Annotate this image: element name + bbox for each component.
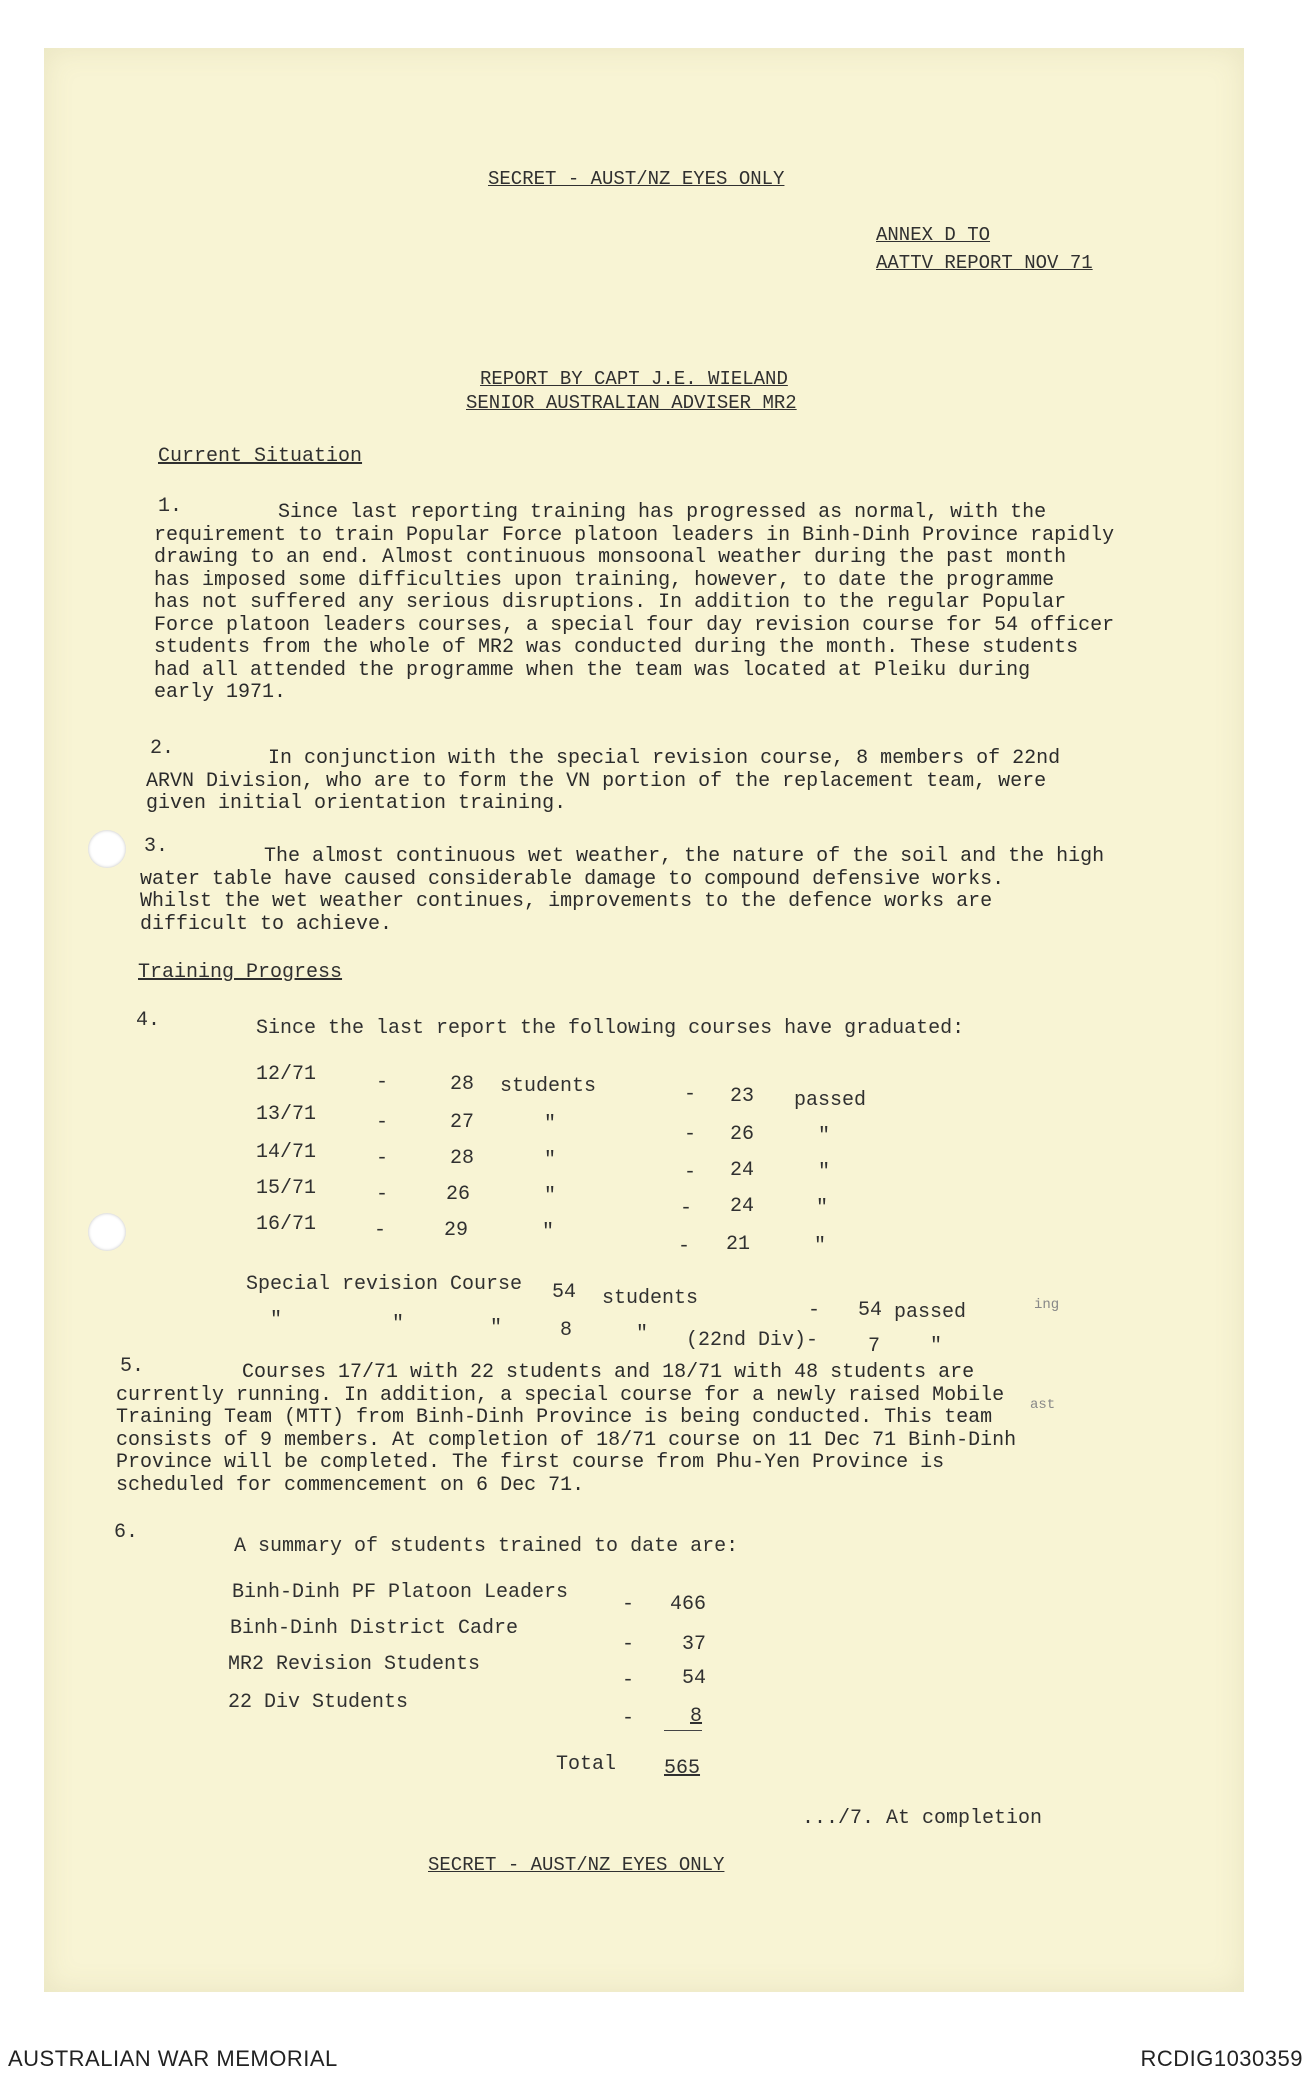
para1-number: 1.	[158, 495, 183, 518]
course-id: 12/71	[256, 1063, 317, 1086]
summary-label: 22 Div Students	[228, 1691, 409, 1714]
special-note: (22nd Div)-	[686, 1329, 819, 1352]
students-count: 27	[450, 1111, 475, 1134]
para1-body	[154, 502, 1114, 705]
para5-line: Courses 17/71 with 22 students and 18/71 with 48 students are	[242, 1361, 975, 1384]
para1-line: drawing to an end. Almost continuous monsoonal weather during the past month	[154, 546, 1067, 569]
course-id: 14/71	[256, 1141, 317, 1164]
summary-label: Binh-Dinh District Cadre	[230, 1617, 519, 1640]
para1-line: has imposed some difficulties upon training, however, to date the programme	[154, 568, 1055, 592]
para5-line: scheduled for commencement on 6 Dec 71.	[116, 1473, 585, 1497]
summary-value: 37	[682, 1633, 707, 1656]
special-unit: students	[602, 1287, 699, 1310]
summary-label: MR2 Revision Students	[228, 1653, 481, 1676]
ditto-mark: "	[490, 1317, 503, 1340]
footer-record-id: RCDIG1030359	[1140, 2046, 1303, 2071]
total-value: 565	[664, 1757, 701, 1780]
row-dash: -	[376, 1071, 389, 1094]
special-passed: 54	[858, 1299, 883, 1322]
para5-line: currently running. In addition, a special course for a newly raised Mobile	[116, 1383, 1005, 1407]
classification-bottom: SECRET - AUST/NZ EYES ONLY	[428, 1854, 725, 1876]
heading-current-situation: Current Situation	[158, 445, 363, 468]
summary-label: Binh-Dinh PF Platoon Leaders	[232, 1581, 569, 1604]
summary-rule	[664, 1730, 702, 1731]
para5-line: consists of 9 members. At completion of 18/71 course on 11 Dec 71 Binh-Dinh	[116, 1428, 1017, 1452]
passed-count: 24	[730, 1195, 755, 1218]
para1-line: early 1971.	[154, 681, 287, 704]
margin-mark: ing	[1034, 1297, 1060, 1313]
ditto-mark: "	[270, 1309, 283, 1332]
para1-line: Force platoon leaders courses, a special four day revision course for 54 officer	[154, 613, 1115, 637]
ditto-mark: "	[818, 1125, 831, 1148]
para3-line: The almost continuous wet weather, the nature of the soil and the high	[264, 845, 1105, 868]
annex-line1: ANNEX D TO	[876, 224, 991, 246]
annex-line2: AATTV REPORT NOV 71	[876, 252, 1093, 274]
para3-number: 3.	[144, 835, 169, 858]
summary-value: 54	[682, 1667, 707, 1690]
row-dash: -	[684, 1161, 697, 1184]
course-id: 15/71	[256, 1177, 317, 1200]
ditto-mark: "	[544, 1185, 557, 1208]
special-label: Special revision Course	[246, 1273, 523, 1296]
ditto-mark: "	[544, 1113, 557, 1136]
para6-number: 6.	[114, 1521, 139, 1544]
passed-count: 23	[730, 1085, 755, 1108]
classification-top: SECRET - AUST/NZ EYES ONLY	[488, 168, 785, 190]
ditto-mark: "	[814, 1235, 827, 1258]
students-label: students	[500, 1075, 597, 1098]
students-count: 28	[450, 1147, 475, 1170]
para2-number: 2.	[150, 737, 175, 760]
row-dash: -	[808, 1299, 821, 1322]
heading-training-progress: Training Progress	[138, 961, 343, 984]
para1-line: Since last reporting training has progressed as normal, with the	[278, 501, 1047, 524]
row-dash: -	[622, 1633, 635, 1656]
row-dash: -	[684, 1123, 697, 1146]
para5-line: Province will be completed. The first course from Phu-Yen Province is	[116, 1451, 945, 1474]
report-title-line1: REPORT BY CAPT J.E. WIELAND	[480, 368, 788, 390]
continuation-note: .../7. At completion	[802, 1807, 1043, 1830]
passed-count: 26	[730, 1123, 755, 1146]
para3-line: water table have caused considerable damage to compound defensive works.	[140, 867, 1005, 891]
students-count: 28	[450, 1073, 475, 1096]
para5-line: Training Team (MTT) from Binh-Dinh Province is being conducted. This team	[116, 1406, 993, 1429]
special-count: 54	[552, 1281, 577, 1304]
passed-label: passed	[794, 1089, 867, 1112]
students-count: 26	[446, 1183, 471, 1206]
row-dash: -	[376, 1147, 389, 1170]
row-dash: -	[622, 1593, 635, 1616]
para3-body	[140, 846, 1104, 936]
row-dash: -	[684, 1083, 697, 1106]
summary-value: 8	[690, 1705, 703, 1728]
margin-mark: ast	[1030, 1397, 1056, 1413]
total-label: Total	[556, 1753, 617, 1776]
para2-body	[146, 748, 1060, 816]
special-passed-label: passed	[894, 1301, 967, 1324]
ditto-mark: "	[816, 1197, 829, 1220]
footer-institution: AUSTRALIAN WAR MEMORIAL	[8, 2046, 338, 2071]
para2-line: given initial orientation training.	[146, 792, 567, 815]
para1-line: has not suffered any serious disruptions. In addition to the regular Popular	[154, 591, 1067, 614]
special-count: 8	[560, 1319, 573, 1342]
row-dash: -	[376, 1183, 389, 1206]
summary-value: 466	[670, 1593, 707, 1616]
para3-line: difficult to achieve.	[140, 912, 393, 936]
course-id: 16/71	[256, 1213, 317, 1236]
para6-intro: A summary of students trained to date are:	[234, 1535, 739, 1558]
ditto-mark: "	[544, 1149, 557, 1172]
passed-count: 21	[726, 1233, 751, 1256]
row-dash: -	[678, 1235, 691, 1258]
report-title-line2: SENIOR AUSTRALIAN ADVISER MR2	[466, 392, 797, 414]
special-passed: 7	[868, 1335, 881, 1358]
para1-line: requirement to train Popular Force platoon leaders in Binh-Dinh Province rapidly	[154, 523, 1115, 547]
para4-intro: Since the last report the following courses have graduated:	[256, 1017, 965, 1040]
para3-line: Whilst the wet weather continues, improvements to the defence works are	[140, 890, 993, 913]
para1-line: had all attended the programme when the team was located at Pleiku during	[154, 658, 1031, 682]
ditto-mark: "	[542, 1221, 555, 1244]
row-dash: -	[376, 1111, 389, 1134]
passed-count: 24	[730, 1159, 755, 1182]
para2-line: In conjunction with the special revision course, 8 members of 22nd	[268, 747, 1061, 770]
para2-line: ARVN Division, who are to form the VN portion of the replacement team, were	[146, 769, 1047, 793]
ditto-mark: "	[392, 1313, 405, 1336]
para1-line: students from the whole of MR2 was conducted during the month. These students	[154, 636, 1079, 659]
row-dash: -	[374, 1219, 387, 1242]
para5-body	[116, 1362, 1016, 1497]
ditto-mark: "	[930, 1335, 943, 1358]
course-id: 13/71	[256, 1103, 317, 1126]
punch-hole-lower	[88, 1213, 126, 1251]
ditto-mark: "	[818, 1161, 831, 1184]
ditto-mark: "	[636, 1323, 649, 1346]
row-dash: -	[622, 1669, 635, 1692]
row-dash: -	[680, 1197, 693, 1220]
students-count: 29	[444, 1219, 469, 1242]
punch-hole-upper	[88, 830, 126, 868]
para5-number: 5.	[120, 1355, 145, 1378]
row-dash: -	[622, 1707, 635, 1730]
para4-number: 4.	[136, 1009, 161, 1032]
